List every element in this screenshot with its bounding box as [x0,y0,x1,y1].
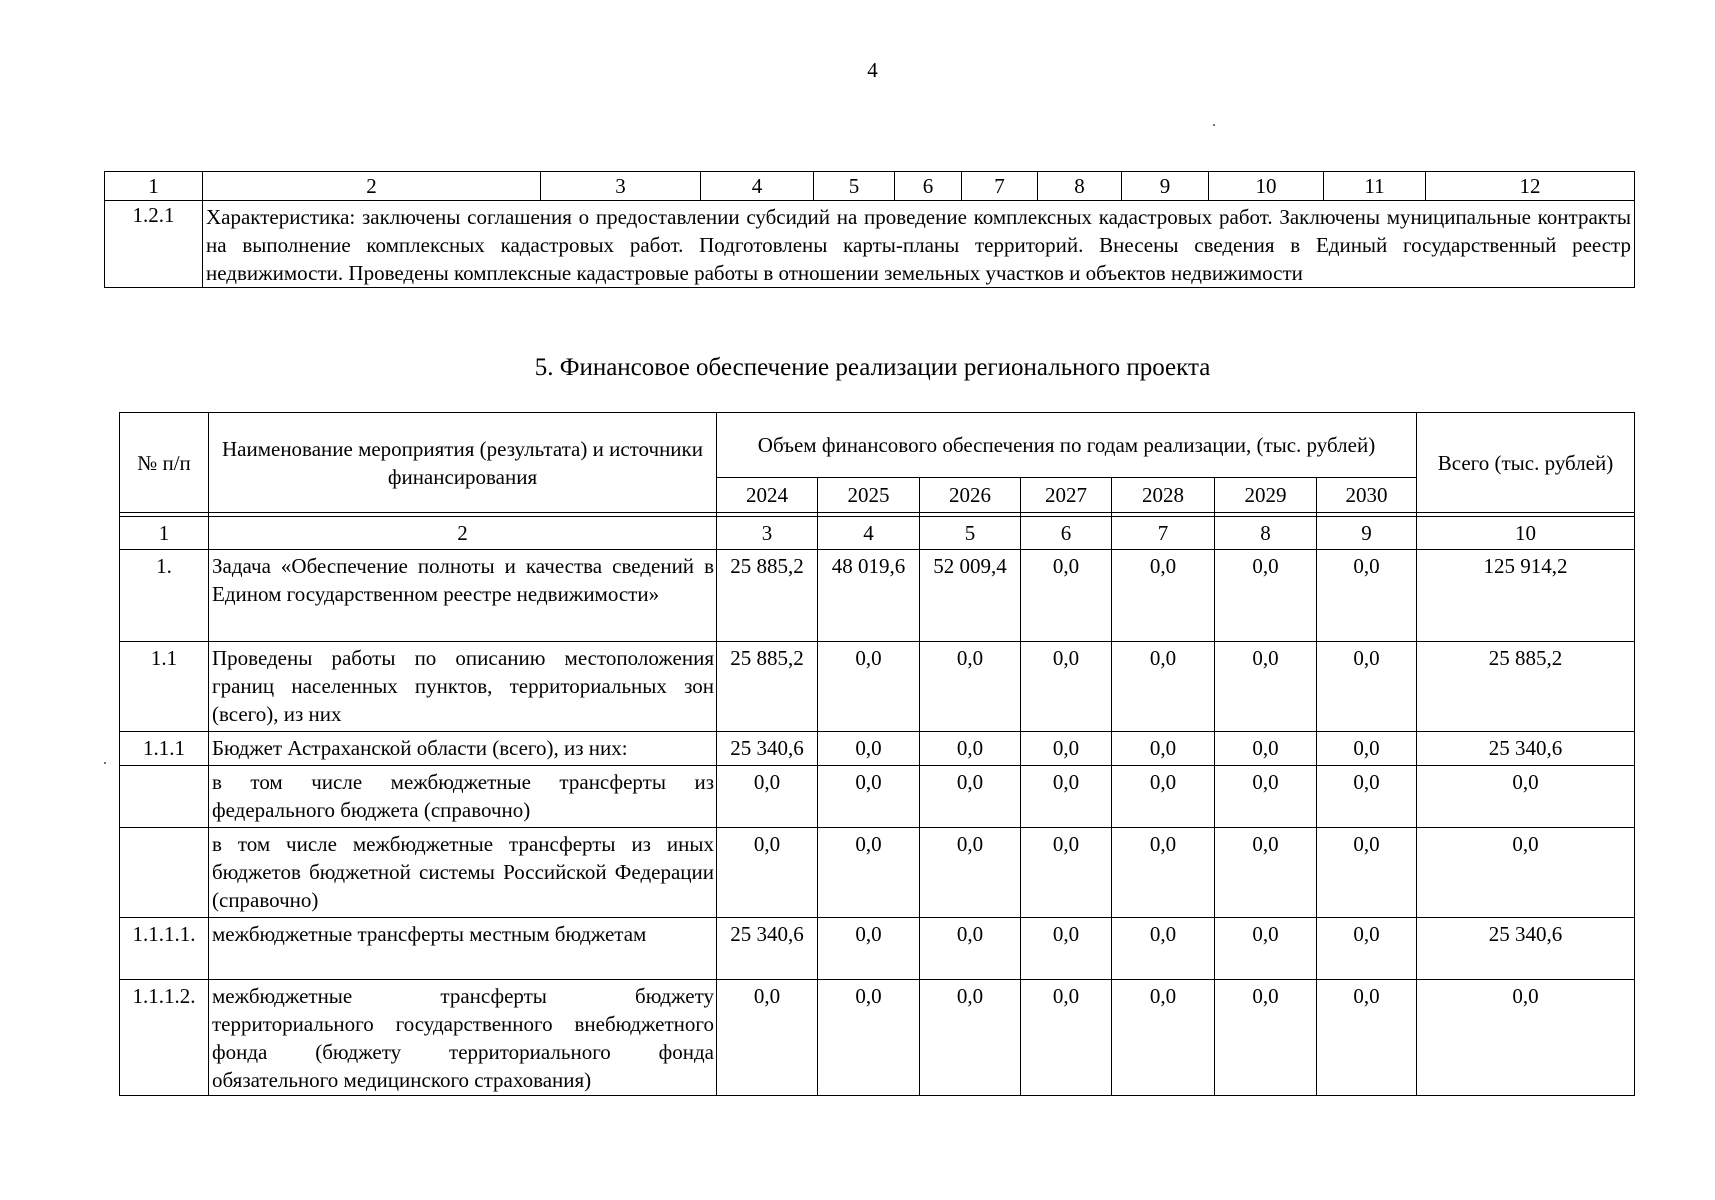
year-value-cell: 0,0 [818,980,920,1096]
column-number: 3 [541,172,701,201]
year-value-cell: 0,0 [1215,642,1317,732]
year-value-cell: 25 885,2 [717,550,818,642]
column-number: 4 [818,517,920,550]
row-name: Проведены работы по описанию местоположения границ населенных пунктов, территориальных зон (всего), из них [209,642,717,732]
total-value-cell: 0,0 [1417,766,1635,828]
table-row [120,766,1635,828]
year-value-cell: 0,0 [1215,550,1317,642]
table-row [120,732,1635,766]
year-value-cell: 0,0 [1215,918,1317,980]
year-value-cell: 25 885,2 [717,642,818,732]
number-column-header: № п/п [120,413,209,513]
column-number: 9 [1317,517,1417,550]
table-body [120,550,1635,1096]
table-row [120,828,1635,918]
column-number-row [120,517,1635,550]
year-value-cell: 0,0 [1317,980,1417,1096]
column-number-row [105,172,1635,201]
column-number: 10 [1417,517,1635,550]
year-value-cell: 0,0 [1215,766,1317,828]
column-number: 1 [120,517,209,550]
year-value-cell: 0,0 [818,732,920,766]
total-value-cell: 0,0 [1417,828,1635,918]
year-value-cell: 0,0 [1215,732,1317,766]
column-number: 6 [895,172,962,201]
table-row [120,642,1635,732]
year-value-cell: 0,0 [1112,766,1215,828]
year-value-cell: 0,0 [1112,642,1215,732]
row-name: Задача «Обеспечение полноты и качества сведений в Едином государственном реестре недвижимости» [209,550,717,642]
year-value-cell: 0,0 [1317,918,1417,980]
total-value-cell: 0,0 [1417,980,1635,1096]
row-name: Бюджет Астраханской области (всего), из них: [209,732,717,766]
year-value-cell: 0,0 [920,918,1021,980]
column-number: 8 [1038,172,1122,201]
year-value-cell: 0,0 [1112,980,1215,1096]
column-number: 2 [203,172,541,201]
year-value-cell: 0,0 [1317,828,1417,918]
total-value-cell: 25 885,2 [1417,642,1635,732]
year-value-cell: 0,0 [1021,980,1112,1096]
row-number: 1.1.1.2. [120,980,209,1096]
column-number: 3 [717,517,818,550]
year-value-cell: 0,0 [1215,980,1317,1096]
row-name: в том числе межбюджетные трансферты из федерального бюджета (справочно) [209,766,717,828]
column-number: 7 [962,172,1038,201]
year-header: 2029 [1215,478,1317,513]
row-number [120,828,209,918]
column-number: 1 [105,172,203,201]
table-row [120,918,1635,980]
column-number: 12 [1426,172,1635,201]
year-value-cell: 0,0 [1021,918,1112,980]
row-name: межбюджетные трансферты бюджету территориального государственного внебюджетного фонда (бюджету территориального фонда обязательного медицинского страхования) [209,980,717,1096]
year-value-cell: 0,0 [818,642,920,732]
characteristics-table [104,171,1635,288]
year-value-cell: 0,0 [920,980,1021,1096]
column-number: 7 [1112,517,1215,550]
table-row [120,550,1635,642]
year-header: 2027 [1021,478,1112,513]
row-name: межбюджетные трансферты местным бюджетам [209,918,717,980]
table-row [105,201,1635,288]
total-value-cell: 125 914,2 [1417,550,1635,642]
characteristic-text: Характеристика: заключены соглашения о предоставлении субсидий на проведение комплексных кадастровых работ. Заключены муниципальные контракты на выполнение комплексных кадастровых работ. Подготовлены карты-планы территорий. Внесены сведения в Единый государственный реестр недвижимости. Проведены комплексные кадастровые работы в отношении земельных участков и объектов недвижимости [203,201,1635,288]
year-value-cell: 0,0 [818,828,920,918]
year-value-cell: 0,0 [818,918,920,980]
year-value-cell: 0,0 [920,766,1021,828]
header-row [120,413,1635,478]
column-number: 2 [209,517,717,550]
row-number: 1.1 [120,642,209,732]
year-value-cell: 0,0 [1112,828,1215,918]
row-number [120,766,209,828]
column-number: 6 [1021,517,1112,550]
year-value-cell: 0,0 [818,766,920,828]
year-header: 2030 [1317,478,1417,513]
section-title: 5. Финансовое обеспечение реализации регионального проекта [534,354,1211,381]
year-value-cell: 0,0 [1021,732,1112,766]
row-number: 1.1.1.1. [120,918,209,980]
year-value-cell: 25 340,6 [717,732,818,766]
year-value-cell: 0,0 [920,828,1021,918]
year-value-cell: 0,0 [1112,732,1215,766]
year-value-cell: 0,0 [1021,766,1112,828]
year-value-cell: 0,0 [1317,642,1417,732]
row-name: в том числе межбюджетные трансферты из иных бюджетов бюджетной системы Российской Федерации (справочно) [209,828,717,918]
year-value-cell: 0,0 [1317,732,1417,766]
year-header: 2024 [717,478,818,513]
row-number: 1.1.1 [120,732,209,766]
year-value-cell: 0,0 [1112,550,1215,642]
row-code: 1.2.1 [105,201,203,288]
total-column-header: Всего (тыс. рублей) [1417,413,1635,513]
year-value-cell: 0,0 [717,828,818,918]
scan-speck [1213,124,1215,126]
year-value-cell: 0,0 [1317,766,1417,828]
year-value-cell: 0,0 [920,732,1021,766]
table-row [120,980,1635,1096]
total-value-cell: 25 340,6 [1417,732,1635,766]
year-value-cell: 0,0 [1021,642,1112,732]
scan-speck [104,762,106,764]
year-header: 2028 [1112,478,1215,513]
financing-volume-header: Объем финансового обеспечения по годам реализации, (тыс. рублей) [717,413,1417,478]
year-value-cell: 0,0 [1112,918,1215,980]
year-value-cell: 0,0 [1021,550,1112,642]
column-number: 9 [1122,172,1209,201]
column-number: 5 [920,517,1021,550]
page-number: 4 [867,58,878,82]
column-number: 4 [701,172,814,201]
column-number: 8 [1215,517,1317,550]
year-value-cell: 52 009,4 [920,550,1021,642]
year-value-cell: 0,0 [1215,828,1317,918]
year-value-cell: 48 019,6 [818,550,920,642]
name-column-header: Наименование мероприятия (результата) и источники финансирования [209,413,717,513]
year-header: 2025 [818,478,920,513]
financing-table [119,412,1635,1096]
year-value-cell: 0,0 [1317,550,1417,642]
year-value-cell: 25 340,6 [717,918,818,980]
column-number: 11 [1324,172,1426,201]
year-value-cell: 0,0 [717,980,818,1096]
column-number: 10 [1209,172,1324,201]
year-value-cell: 0,0 [717,766,818,828]
year-header: 2026 [920,478,1021,513]
column-number: 5 [814,172,895,201]
row-number: 1. [120,550,209,642]
year-value-cell: 0,0 [920,642,1021,732]
total-value-cell: 25 340,6 [1417,918,1635,980]
year-value-cell: 0,0 [1021,828,1112,918]
